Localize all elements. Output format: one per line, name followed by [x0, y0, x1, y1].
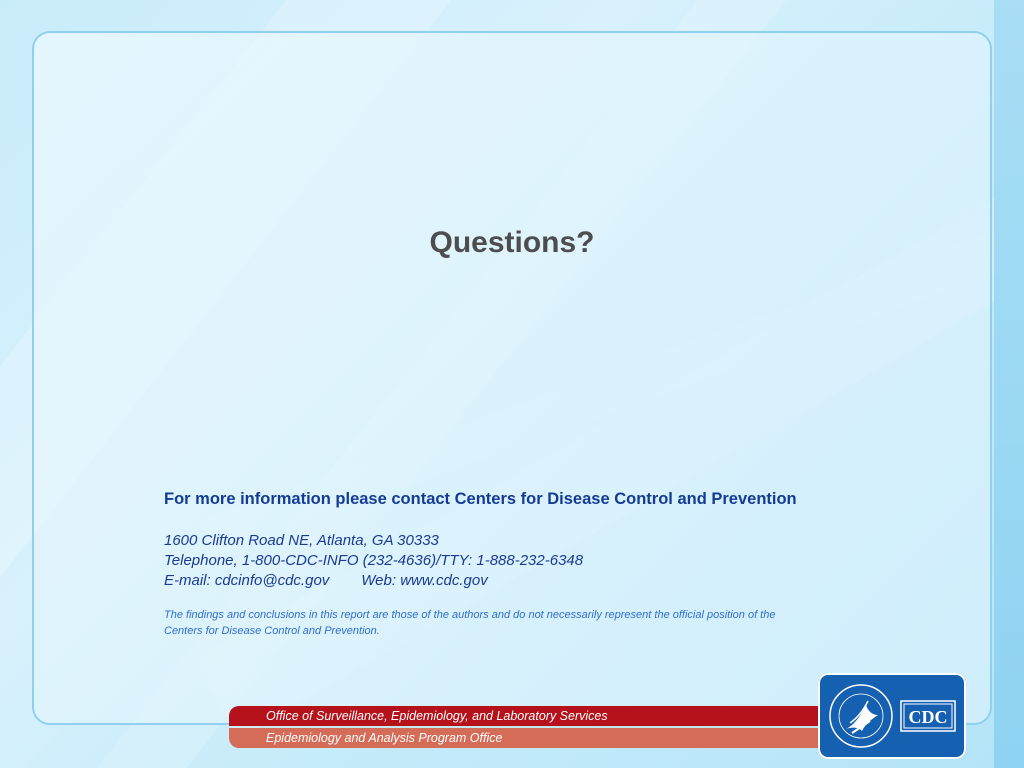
- slide-title: Questions?: [429, 226, 595, 259]
- office-banner: Office of Surveillance, Epidemiology, and Laboratory Services: [229, 706, 829, 726]
- contact-telephone: Telephone, 1-800-CDC-INFO (232-4636)/TTY: 1-888-232-6348: [164, 552, 584, 569]
- contact-block: [164, 490, 864, 639]
- contact-web: Web: www.cdc.gov: [361, 572, 488, 589]
- cdc-wordmark-icon: [900, 700, 956, 732]
- right-edge-band: [994, 0, 1024, 768]
- contact-address: 1600 Clifton Road NE, Atlanta, GA 30333: [164, 532, 439, 549]
- program-banner: Epidemiology and Analysis Program Office: [229, 728, 829, 748]
- contact-email-web-row: [164, 571, 864, 591]
- disclaimer: The findings and conclusions in this report are those of the authors and do not necessarily represent the official position of the Centers for Disease Control and Prevention.: [164, 609, 776, 637]
- cdc-logo: [818, 673, 966, 759]
- contact-email: E-mail: cdcinfo@cdc.gov: [164, 572, 330, 589]
- contact-heading: For more information please contact Centers for Disease Control and Prevention: [164, 490, 797, 508]
- hhs-seal-icon: [826, 681, 896, 751]
- cdc-wordmark-text: CDC: [908, 707, 948, 727]
